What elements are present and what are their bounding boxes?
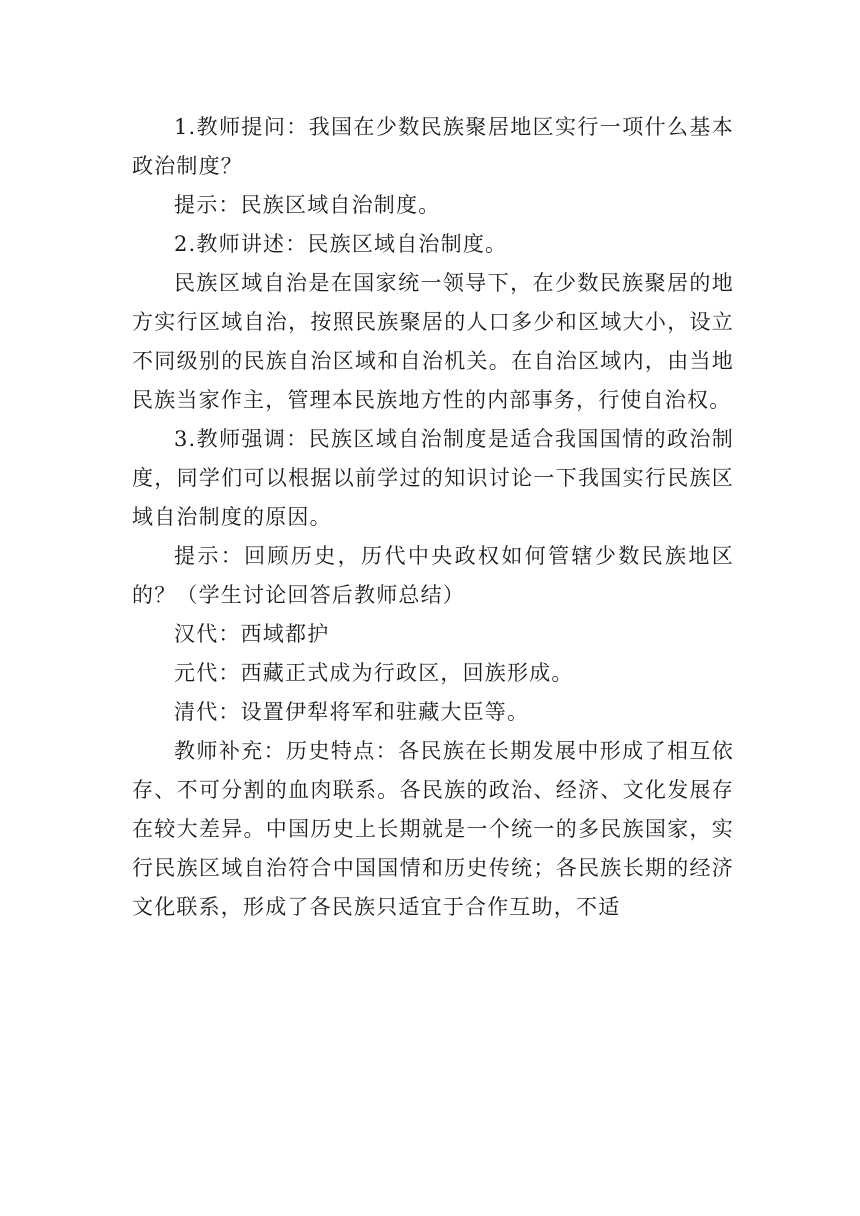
paragraph-teacher-question: 1.教师提问：我国在少数民族聚居地区实行一项什么基本政治制度？ xyxy=(132,115,734,178)
paragraph-teacher-supplement: 教师补充：历史特点：各民族在长期发展中形成了相互依存、不可分割的血肉联系。各民族的政治、经济、文化发展存在较大差异。中国历史上长期就是一个统一的多民族国家，实行民族区域自治符合中国国情和历史传统；各民族长期的经济文化联系，形成了各民族只适宜于合作互助，不适 xyxy=(132,739,734,919)
paragraph-hint-history: 提示：回顾历史，历代中央政权如何管辖少数民族地区的？（学生讨论回答后教师总结） xyxy=(132,544,734,607)
paragraph-qing-dynasty: 清代：设置伊犁将军和驻藏大臣等。 xyxy=(174,700,530,724)
paragraph-teacher-emphasis: 3.教师强调：民族区域自治制度是适合我国国情的政治制度，同学们可以根据以前学过的知识讨论一下我国实行民族区域自治制度的原因。 xyxy=(132,427,734,529)
document-body xyxy=(132,108,734,927)
paragraph-yuan-dynasty: 元代：西藏正式成为行政区，回族形成。 xyxy=(174,661,574,685)
paragraph-teacher-narration: 2.教师讲述：民族区域自治制度。 xyxy=(174,232,508,256)
paragraph-definition: 民族区域自治是在国家统一领导下，在少数民族聚居的地方实行区域自治，按照民族聚居的人口多少和区域大小，设立不同级别的民族自治区域和自治机关。在自治区域内，由当地民族当家作主，管理本民族地方性的内部事务，行使自治权。 xyxy=(132,271,734,412)
paragraph-han-dynasty: 汉代：西域都护 xyxy=(174,622,330,646)
paragraph-hint-answer: 提示：民族区域自治制度。 xyxy=(174,193,441,217)
